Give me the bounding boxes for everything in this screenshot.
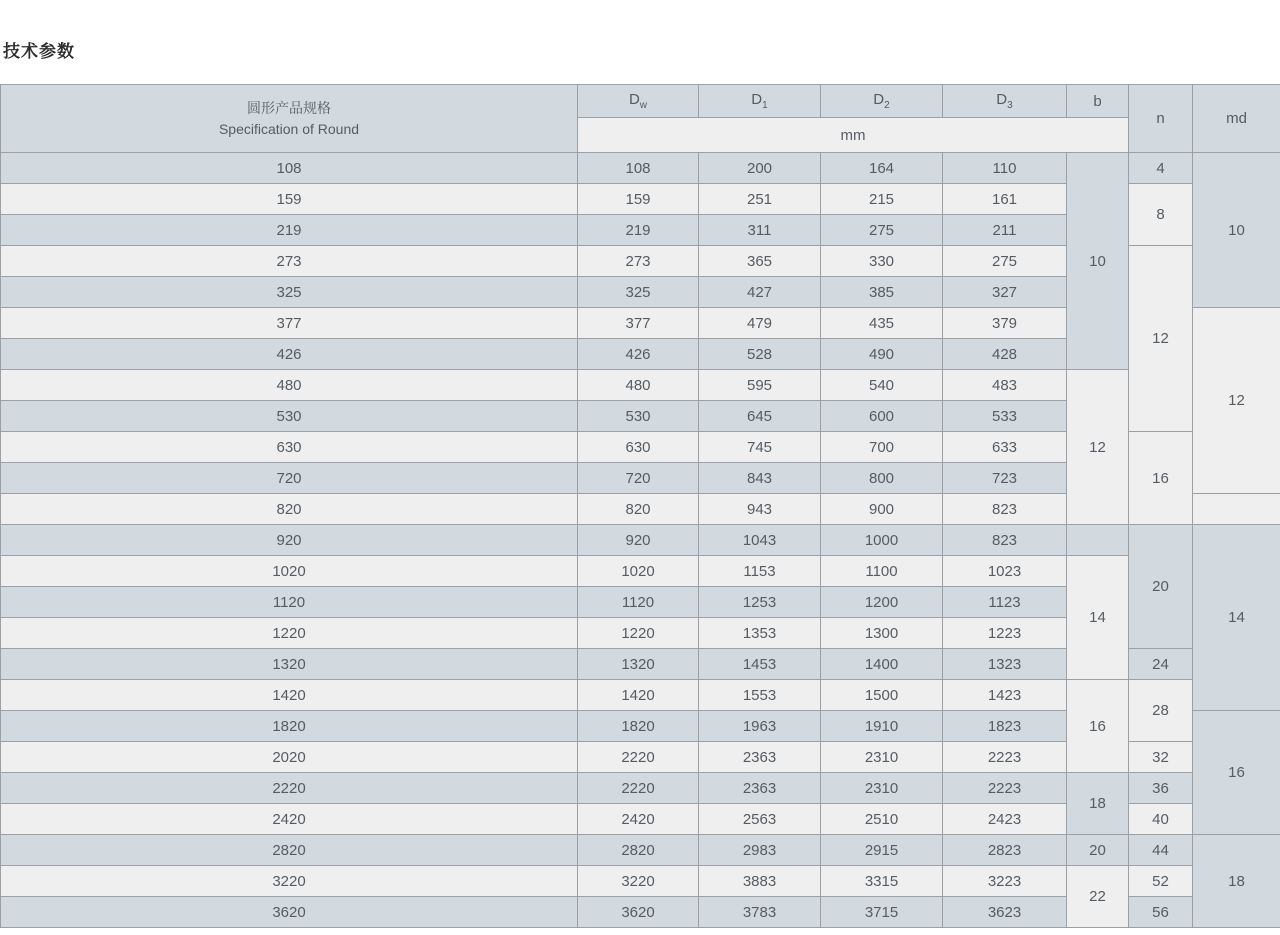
col-subscript: 2 [884,100,890,111]
cell-dw: 1820 [578,711,699,742]
col-header-md: md [1193,85,1280,153]
cell-d3: 1223 [943,618,1067,649]
cell-d2: 2310 [821,742,943,773]
cell-d2: 1500 [821,680,943,711]
cell-spec: 530 [1,401,578,432]
cell-n-group: 32 [1129,742,1193,773]
cell-d3: 483 [943,370,1067,401]
cell-spec: 325 [1,277,578,308]
cell-d1: 2563 [699,804,821,835]
cell-n-group: 44 [1129,835,1193,866]
table-row [1,525,1280,556]
cell-spec: 3220 [1,866,578,897]
col-letter: D [996,91,1008,108]
cell-spec: 108 [1,153,578,184]
col-header-d2 [821,85,943,118]
col-subscript: w [639,100,648,111]
cell-b-group: 18 [1067,773,1129,835]
cell-d1: 528 [699,339,821,370]
cell-d2: 2510 [821,804,943,835]
cell-dw: 530 [578,401,699,432]
cell-d2: 164 [821,153,943,184]
cell-d1: 2363 [699,773,821,804]
cell-d1: 645 [699,401,821,432]
cell-d3: 533 [943,401,1067,432]
cell-d2: 900 [821,494,943,525]
cell-n-group: 56 [1129,897,1193,928]
cell-d1: 200 [699,153,821,184]
table-row [1,835,1280,866]
cell-b-group [1067,525,1129,556]
cell-n-group: 20 [1129,525,1193,649]
cell-d3: 211 [943,215,1067,246]
cell-d1: 1553 [699,680,821,711]
col-header-d3 [943,85,1067,118]
cell-dw: 2420 [578,804,699,835]
cell-d1: 595 [699,370,821,401]
cell-d2: 2915 [821,835,943,866]
page-title: 技术参数 [3,42,75,61]
cell-d2: 540 [821,370,943,401]
cell-d3: 161 [943,184,1067,215]
spec-table [0,84,1280,928]
cell-dw: 1420 [578,680,699,711]
cell-spec: 2420 [1,804,578,835]
cell-b-group: 10 [1067,153,1129,370]
cell-d3: 1123 [943,587,1067,618]
cell-d1: 745 [699,432,821,463]
cell-dw: 377 [578,308,699,339]
cell-d1: 365 [699,246,821,277]
col-letter: D [751,91,763,108]
cell-n-group: 4 [1129,153,1193,184]
cell-d1: 1253 [699,587,821,618]
cell-md-group: 10 [1193,153,1280,308]
cell-spec: 480 [1,370,578,401]
cell-spec: 720 [1,463,578,494]
cell-d1: 3883 [699,866,821,897]
cell-dw: 1320 [578,649,699,680]
table-row [1,370,1280,401]
cell-d2: 435 [821,308,943,339]
table-row [1,866,1280,897]
cell-d3: 3623 [943,897,1067,928]
cell-d1: 1453 [699,649,821,680]
cell-md-group: 12 [1193,308,1280,494]
cell-dw: 273 [578,246,699,277]
col-letter: D [628,91,640,108]
cell-d1: 3783 [699,897,821,928]
cell-spec: 820 [1,494,578,525]
cell-dw: 920 [578,525,699,556]
cell-d3: 2223 [943,742,1067,773]
cell-d2: 3315 [821,866,943,897]
col-subscript: 3 [1007,100,1013,111]
cell-d3: 1423 [943,680,1067,711]
table-body [1,153,1280,928]
table-head [1,85,1280,153]
cell-d1: 843 [699,463,821,494]
cell-dw: 325 [578,277,699,308]
cell-d2: 215 [821,184,943,215]
cell-dw: 219 [578,215,699,246]
cell-d1: 1963 [699,711,821,742]
cell-b-group: 22 [1067,866,1129,928]
spec-header-en: Specification of Round [218,120,360,137]
cell-dw: 3220 [578,866,699,897]
cell-d2: 1200 [821,587,943,618]
cell-dw: 720 [578,463,699,494]
cell-spec: 2220 [1,773,578,804]
cell-spec: 920 [1,525,578,556]
cell-d3: 428 [943,339,1067,370]
cell-spec: 1420 [1,680,578,711]
col-header-n: n [1129,85,1193,153]
cell-d2: 385 [821,277,943,308]
cell-dw: 3620 [578,897,699,928]
cell-b-group: 14 [1067,556,1129,680]
cell-d3: 327 [943,277,1067,308]
cell-d3: 275 [943,246,1067,277]
cell-d2: 800 [821,463,943,494]
cell-md-group [1193,494,1280,525]
cell-d3: 633 [943,432,1067,463]
cell-d3: 1823 [943,711,1067,742]
cell-d1: 1153 [699,556,821,587]
cell-b-group: 20 [1067,835,1129,866]
cell-dw: 2820 [578,835,699,866]
cell-dw: 426 [578,339,699,370]
cell-d3: 823 [943,494,1067,525]
cell-spec: 159 [1,184,578,215]
cell-d2: 330 [821,246,943,277]
cell-d3: 2223 [943,773,1067,804]
cell-dw: 2220 [578,773,699,804]
cell-spec: 273 [1,246,578,277]
cell-d1: 311 [699,215,821,246]
cell-spec: 1320 [1,649,578,680]
cell-n-group: 52 [1129,866,1193,897]
cell-dw: 1220 [578,618,699,649]
cell-d3: 2823 [943,835,1067,866]
cell-d3: 110 [943,153,1067,184]
col-header-d1 [699,85,821,118]
cell-d2: 2310 [821,773,943,804]
col-header-b: b [1067,85,1129,118]
cell-d2: 1400 [821,649,943,680]
cell-spec: 426 [1,339,578,370]
cell-n-group: 16 [1129,432,1193,525]
col-subscript: 1 [762,100,768,111]
cell-dw: 159 [578,184,699,215]
cell-d1: 1353 [699,618,821,649]
cell-d3: 379 [943,308,1067,339]
cell-d2: 1300 [821,618,943,649]
cell-spec: 1220 [1,618,578,649]
cell-dw: 1020 [578,556,699,587]
col-header-dw [578,85,699,118]
cell-md-group: 16 [1193,711,1280,835]
cell-d2: 1910 [821,711,943,742]
cell-d2: 600 [821,401,943,432]
cell-md-group: 18 [1193,835,1280,928]
cell-spec: 219 [1,215,578,246]
cell-spec: 3620 [1,897,578,928]
cell-d1: 427 [699,277,821,308]
cell-n-group: 8 [1129,184,1193,246]
cell-d1: 251 [699,184,821,215]
cell-spec: 2820 [1,835,578,866]
unit-header: mm [578,118,1129,153]
cell-d3: 3223 [943,866,1067,897]
cell-dw: 630 [578,432,699,463]
cell-d1: 2983 [699,835,821,866]
cell-d3: 823 [943,525,1067,556]
cell-dw: 480 [578,370,699,401]
cell-d2: 700 [821,432,943,463]
spec-header-cn: 圆形产品规格 [247,99,331,116]
cell-n-group: 12 [1129,246,1193,432]
cell-dw: 2220 [578,742,699,773]
cell-d3: 2423 [943,804,1067,835]
table-row [1,556,1280,587]
cell-d1: 1043 [699,525,821,556]
cell-spec: 377 [1,308,578,339]
cell-b-group: 12 [1067,370,1129,525]
cell-d2: 3715 [821,897,943,928]
table-row [1,680,1280,711]
cell-d1: 479 [699,308,821,339]
cell-spec: 630 [1,432,578,463]
cell-md-group: 14 [1193,525,1280,711]
col-letter: D [873,91,885,108]
col-header-spec [1,85,578,153]
cell-n-group: 28 [1129,680,1193,742]
cell-spec: 1120 [1,587,578,618]
cell-n-group: 40 [1129,804,1193,835]
cell-spec: 1020 [1,556,578,587]
table-row [1,773,1280,804]
cell-d2: 490 [821,339,943,370]
cell-d2: 1000 [821,525,943,556]
cell-d2: 275 [821,215,943,246]
header-row [1,85,1280,118]
cell-d1: 943 [699,494,821,525]
cell-spec: 2020 [1,742,578,773]
cell-d3: 723 [943,463,1067,494]
cell-b-group: 16 [1067,680,1129,773]
cell-d3: 1323 [943,649,1067,680]
table-row [1,153,1280,184]
cell-d1: 2363 [699,742,821,773]
cell-n-group: 36 [1129,773,1193,804]
cell-d2: 1100 [821,556,943,587]
cell-spec: 1820 [1,711,578,742]
cell-dw: 820 [578,494,699,525]
cell-n-group: 24 [1129,649,1193,680]
cell-dw: 1120 [578,587,699,618]
cell-dw: 108 [578,153,699,184]
cell-d3: 1023 [943,556,1067,587]
